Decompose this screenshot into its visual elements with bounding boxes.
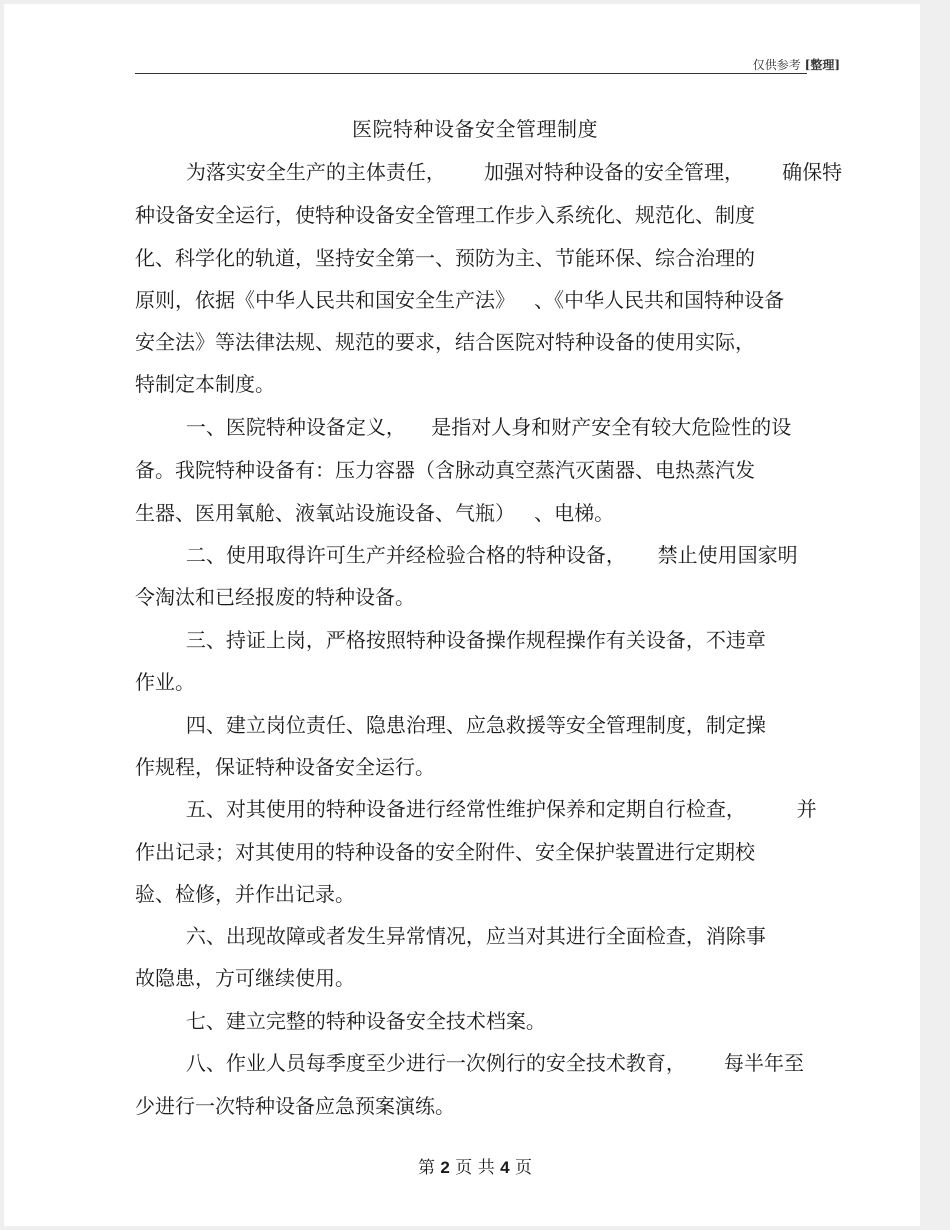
body-line: 令淘汰和已经报废的特种设备。 xyxy=(135,585,415,609)
body-line: 验、检修，并作出记录。 xyxy=(135,882,355,906)
page-header xyxy=(753,56,840,73)
body-line: 一、医院特种设备定义， 是指对人身和财产安全有较大危险性的设 xyxy=(135,415,792,439)
footer-middle: 页 共 xyxy=(449,1158,501,1178)
body-line: 七、建立完整的特种设备安全技术档案。 xyxy=(135,1009,546,1033)
body-line: 特制定本制度。 xyxy=(135,372,275,396)
body-line: 作规程，保证特种设备安全运行。 xyxy=(135,755,435,779)
body-line: 少进行一次特种设备应急预案演练。 xyxy=(135,1094,455,1118)
body-line: 作业。 xyxy=(135,670,195,694)
document-title: 医院特种设备安全管理制度 xyxy=(352,117,598,141)
header-note: 仅供参考 xyxy=(752,58,801,72)
body-line: 备。我院特种设备有：压力容器（含脉动真空蒸汽灭菌器、电热蒸汽发 xyxy=(135,458,755,482)
body-line: 五、对其使用的特种设备进行经常性维护保养和定期自行检查， 并 xyxy=(135,797,817,821)
footer-prefix: 第 xyxy=(418,1158,441,1178)
body-line: 种设备安全运行，使特种设备安全管理工作步入系统化、规范化、制度 xyxy=(135,203,755,227)
current-page-number: 2 xyxy=(440,1158,450,1177)
body-line: 二、使用取得许可生产并经检验合格的特种设备， 禁止使用国家明 xyxy=(135,543,798,567)
body-line: 三、持证上岗，严格按照特种设备操作规程操作有关设备，不违章 xyxy=(135,628,766,652)
header-tag: [整理] xyxy=(804,58,840,72)
body-line: 安全法》等法律法规、规范的要求，结合医院对特种设备的使用实际， xyxy=(135,330,755,354)
body-line: 生器、医用氧舱、液氧站设施设备、气瓶） 、电梯。 xyxy=(135,501,615,525)
body-line: 化、科学化的轨道，坚持安全第一、预防为主、节能环保、综合治理的 xyxy=(135,246,755,270)
footer-suffix: 页 xyxy=(509,1158,532,1178)
body-line: 四、建立岗位责任、隐患治理、应急救援等安全管理制度，制定操 xyxy=(135,713,766,737)
header-divider xyxy=(135,73,807,74)
body-line: 六、出现故障或者发生异常情况，应当对其进行全面检查，消除事 xyxy=(135,924,766,948)
total-page-count: 4 xyxy=(500,1158,510,1177)
body-line: 原则，依据《中华人民共和国安全生产法》 、《中华人民共和国特种设备 xyxy=(135,288,785,312)
body-line: 作出记录；对其使用的特种设备的安全附件、安全保护装置进行定期校 xyxy=(135,840,755,864)
document-page xyxy=(4,4,920,1226)
body-line: 八、作业人员每季度至少进行一次例行的安全技术教育， 每半年至 xyxy=(135,1051,805,1075)
page-footer xyxy=(0,1153,950,1178)
body-line: 故隐患，方可继续使用。 xyxy=(135,966,355,990)
body-line: 为落实安全生产的主体责任， 加强对特种设备的安全管理， 确保特 xyxy=(135,160,843,184)
